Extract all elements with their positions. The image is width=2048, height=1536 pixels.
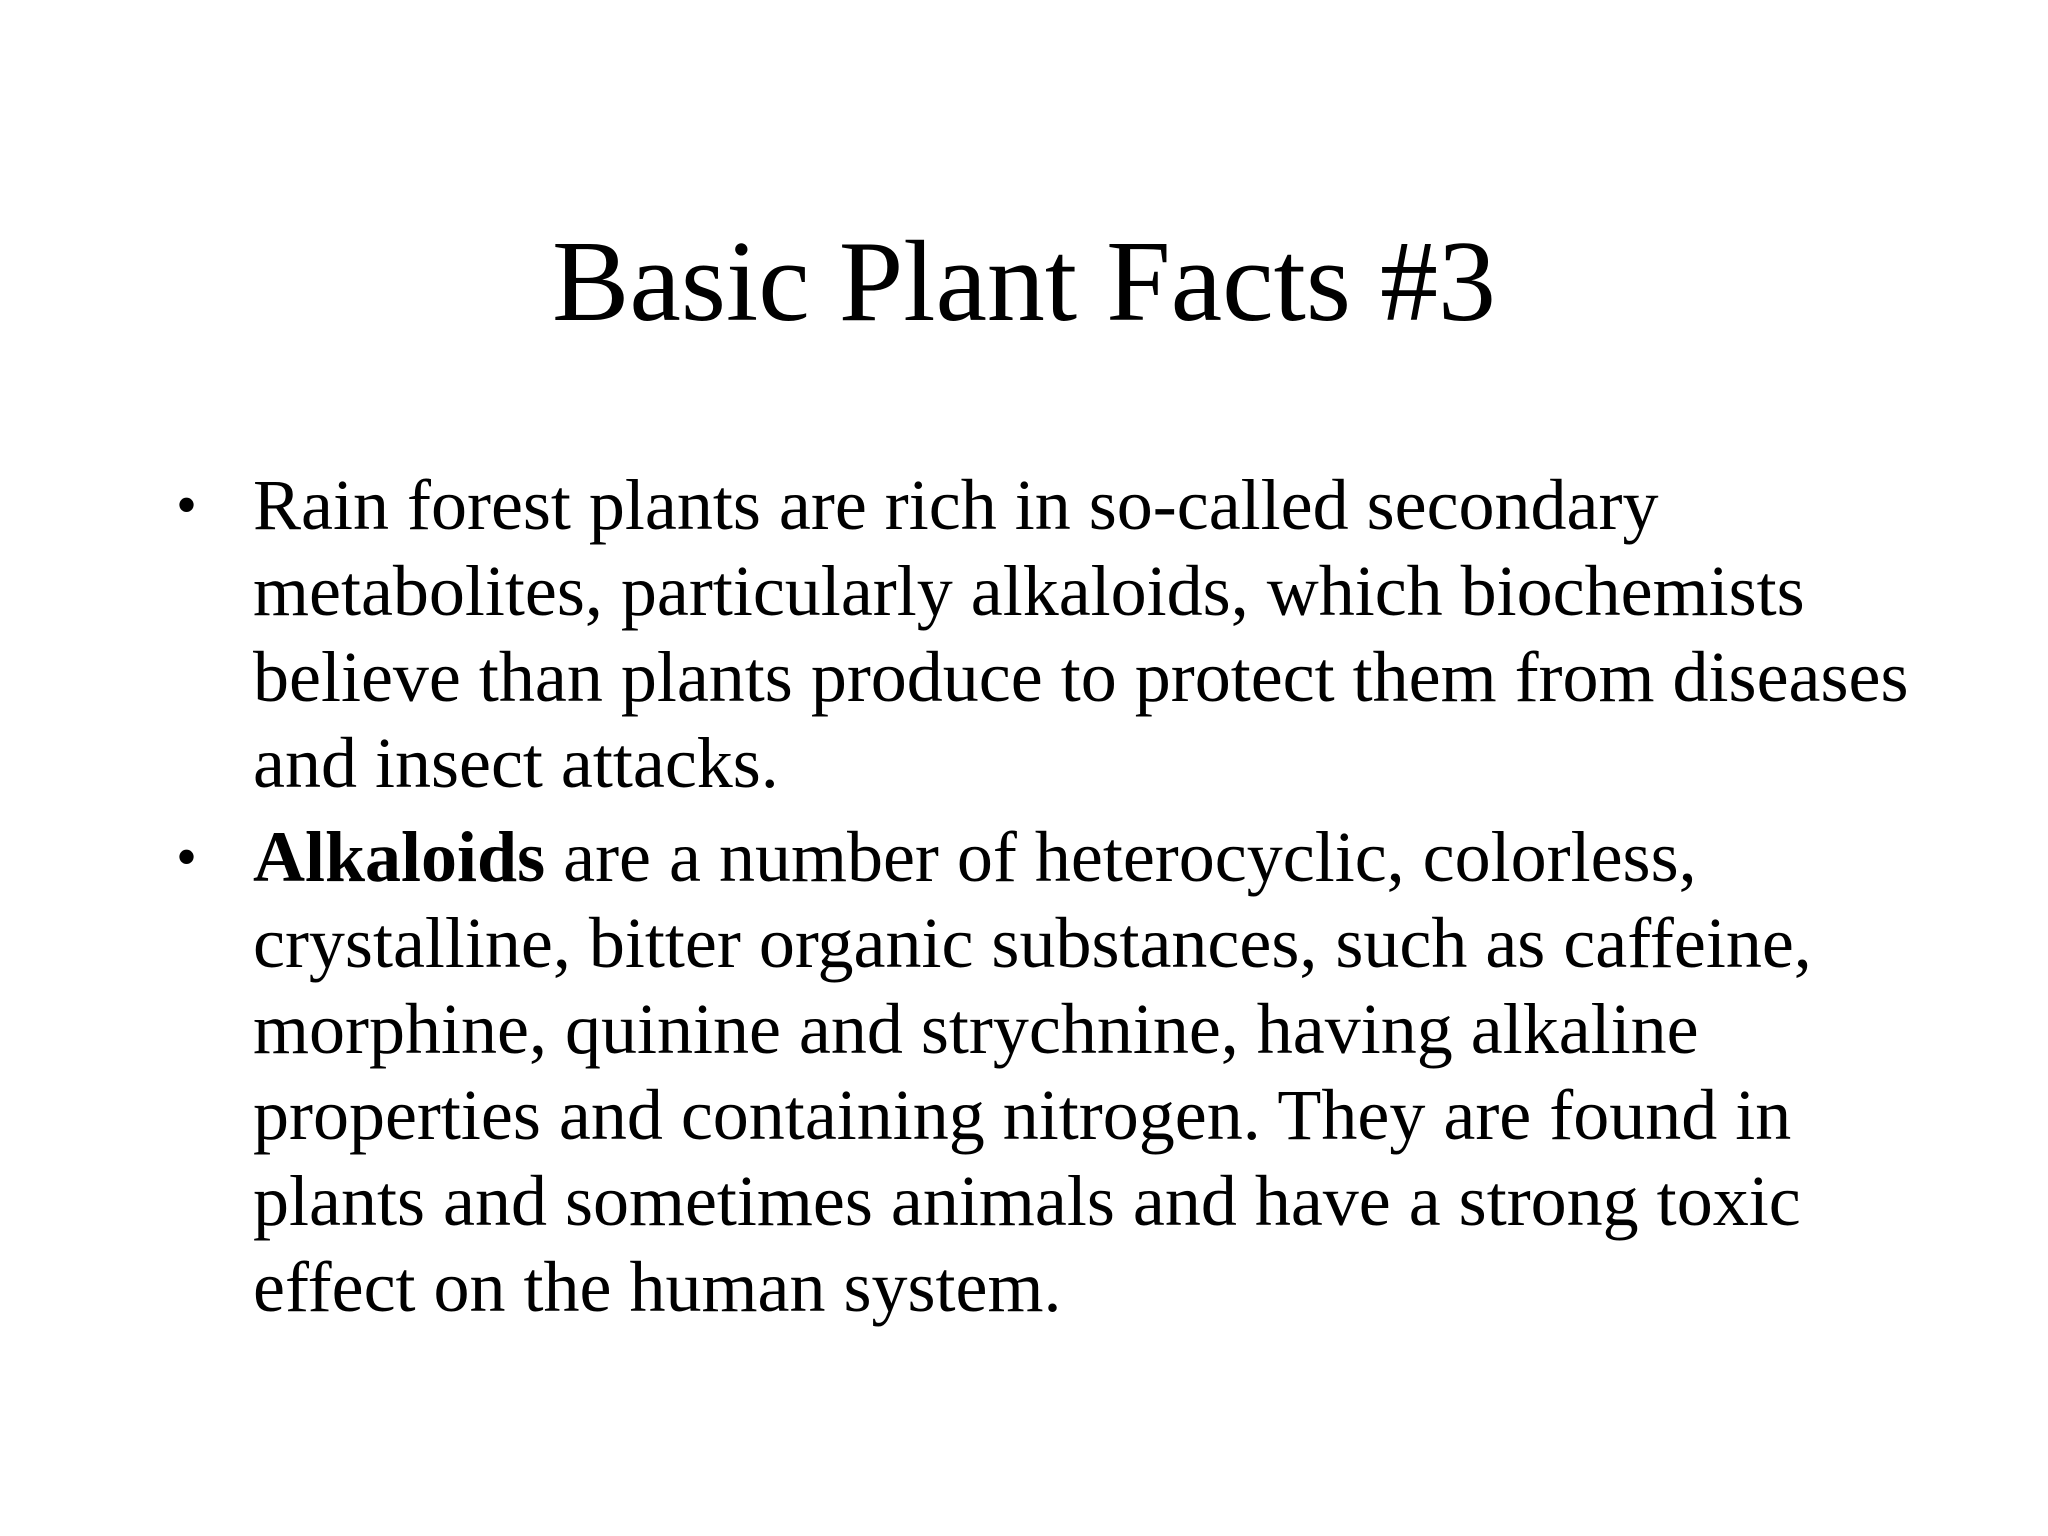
slide-title: Basic Plant Facts #3 xyxy=(551,218,1497,346)
bullet-marker: • xyxy=(176,472,198,538)
bullet-marker: • xyxy=(176,824,198,890)
bullet-text: are a number of heterocyclic, colorless, crystalline, bitter organic substances, such as caffeine, morphine, quinine and strychnine, having alkaline properties and containing nitrogen. They are found in plants and sometimes animals and have a strong toxic effect on the human system. xyxy=(253,817,1812,1327)
bullet-list xyxy=(170,462,1910,1338)
bullet-item-alkaloids xyxy=(170,814,1910,1330)
bullet-text: Rain forest plants are rich in so-called secondary metabolites, particularly alkaloids, which biochemists believe than plants produce to protect them from diseases and insect attacks. xyxy=(253,465,1909,803)
bullet-item-secondary-metabolites xyxy=(170,462,1910,806)
bold-term-alkaloids: Alkaloids xyxy=(253,817,546,897)
